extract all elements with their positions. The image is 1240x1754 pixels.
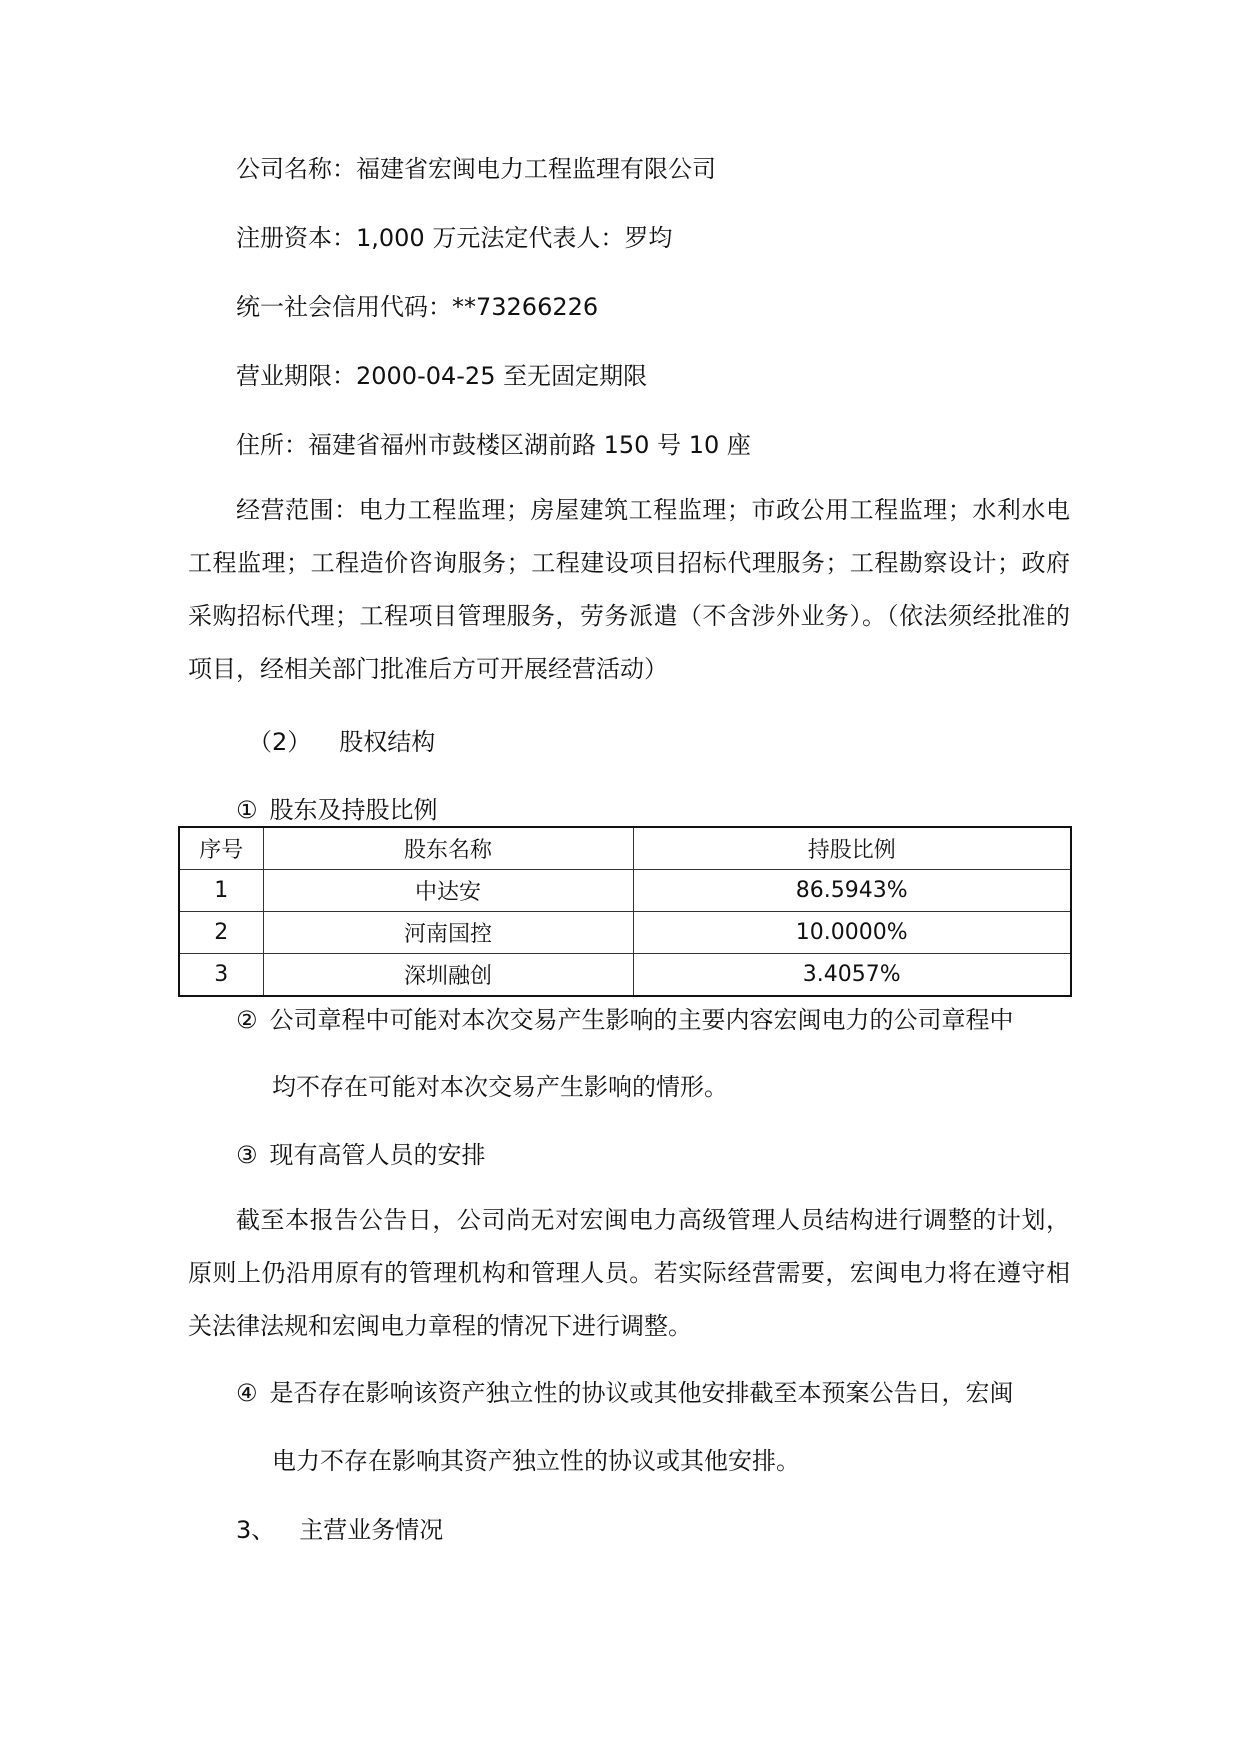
business-scope-paragraph: 经营范围：电力工程监理；房屋建筑工程监理；市政公用工程监理；水利水电工程监理；工程造价咨询服务；工程建设项目招标代理服务；工程勘察设计；政府采购招标代理；工程项目管理服务，劳务派遣（不含涉外业务）。（依法须经批准的项目，经相关部门批准后方可开展经营活动） (188, 496, 1070, 683)
table-header-row (179, 827, 1071, 870)
shareholder-table (178, 826, 1072, 997)
col-header-shareholder: 股东名称 (263, 827, 633, 870)
section-3-title: 主营业务情况 (299, 1516, 444, 1544)
company-name-line: 公司名称：福建省宏闽电力工程监理有限公司 (236, 155, 716, 183)
articles-item-line2: 均不存在可能对本次交易产生影响的情形。 (272, 1073, 728, 1101)
circled-number-3: ③ (236, 1141, 258, 1169)
address-line: 住所：福建省福州市鼓楼区湖前路 150 号 10 座 (236, 431, 751, 459)
cell-index: 2 (179, 912, 263, 954)
cell-ratio: 10.0000% (633, 912, 1071, 954)
equity-heading-text: 股权结构 (339, 728, 436, 756)
management-item-text: 现有高管人员的安排 (269, 1141, 486, 1169)
independence-item-line2: 电力不存在影响其资产独立性的协议或其他安排。 (272, 1447, 800, 1475)
table-row (179, 870, 1071, 912)
shareholders-subheading-text: 股东及持股比例 (269, 796, 438, 824)
circled-number-2: ② (236, 1006, 258, 1034)
independence-item (236, 1377, 1014, 1409)
equity-heading (248, 726, 435, 758)
col-header-ratio: 持股比例 (633, 827, 1071, 870)
cell-shareholder: 河南国控 (263, 912, 633, 954)
articles-item-line1: 公司章程中可能对本次交易产生影响的主要内容宏闽电力的公司章程中 (269, 1006, 1014, 1034)
independence-item-line1: 是否存在影响该资产独立性的协议或其他安排截至本预案公告日，宏闽 (269, 1379, 1014, 1407)
cell-ratio: 3.4057% (633, 954, 1071, 997)
cell-index: 1 (179, 870, 263, 912)
cell-shareholder: 中达安 (263, 870, 633, 912)
credit-code-line: 统一社会信用代码：**73266226 (236, 293, 599, 321)
cell-shareholder: 深圳融创 (263, 954, 633, 997)
cell-index: 3 (179, 954, 263, 997)
cell-ratio: 86.5943% (633, 870, 1071, 912)
circled-number-4: ④ (236, 1379, 258, 1407)
col-header-index: 序号 (179, 827, 263, 870)
management-paragraph: 截至本报告公告日，公司尚无对宏闽电力高级管理人员结构进行调整的计划，原则上仍沿用原有的管理机构和管理人员。若实际经营需要，宏闽电力将在遵守相关法律法规和宏闽电力章程的情况下进行调整。 (188, 1206, 1070, 1340)
business-term-line: 营业期限：2000-04-25 至无固定期限 (236, 362, 648, 390)
circled-number-1: ① (236, 796, 258, 824)
articles-item (236, 1004, 1014, 1036)
shareholders-subheading (236, 794, 438, 826)
registered-capital-line: 注册资本：1,000 万元法定代表人：罗均 (236, 224, 673, 252)
section-3-number: 3、 (236, 1516, 276, 1544)
equity-heading-number: （2） (248, 728, 312, 756)
table-row (179, 954, 1071, 997)
table-row (179, 912, 1071, 954)
management-item (236, 1139, 486, 1171)
section-3-heading (236, 1514, 443, 1546)
